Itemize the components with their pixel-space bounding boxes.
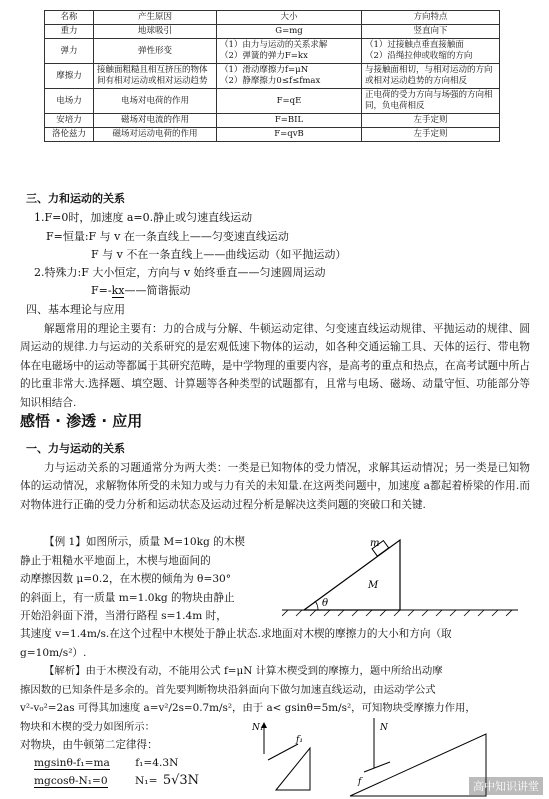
f1-arrow (268, 744, 298, 760)
section-3 (20, 190, 530, 209)
table-cell: 与接触面相切，与相对运动的方向或相对运动趋势的方向相反 (362, 64, 500, 89)
f1-label: f₁ (296, 735, 303, 745)
text-line: g=10m/s²）. (20, 646, 87, 659)
text-line: 1.F=0时，加速度 a=0.静止或匀速直线运动 (34, 211, 253, 224)
N1-label: N₁ (252, 723, 264, 733)
text-line: 2.特殊力:F 大小恒定，方向与 v 始终垂直——匀速圆周运动 (34, 266, 326, 279)
section-4 (20, 301, 530, 412)
big-wedge (350, 734, 486, 796)
text-line: 其速度 v=1.4m/s.在这个过程中木楔处于静止状态.求地面对木楔的摩擦力的大小和方向（取 (20, 628, 452, 640)
table-cell: 正电荷的受力方向与场强的方向相同，负电荷相反 (362, 89, 500, 114)
f-label: f (358, 777, 362, 787)
ground-hatch (282, 610, 512, 616)
table-header: 产生原因 (94, 11, 217, 25)
text-line: 开始沿斜面下滑，当滑行路程 s=1.4m 时， (20, 610, 227, 622)
table-cell: 竖直向下 (362, 25, 500, 39)
table-cell: （1）过接触点垂直接触面 （2）沿绳拉伸或收缩的方向 (362, 39, 500, 64)
table-cell: 地球吸引 (94, 25, 217, 39)
part-1-title: 一、力与运动的关系 (26, 442, 125, 455)
incline-figure (282, 530, 522, 618)
text-line: 对物块，由牛顿第二定律得： (20, 739, 158, 751)
table-cell: 左手定则 (362, 114, 500, 128)
force-table (44, 10, 500, 142)
text-line: 物块和木楔的受力如图所示： (20, 720, 156, 733)
text-line: 擦因数的已知条件是多余的。首先要判断物块沿斜面向下做匀加速直线运动，由运动学公式 (20, 683, 436, 696)
table-row (45, 128, 500, 142)
section-3-line-4 (34, 264, 326, 283)
section-3-line-5 (91, 282, 190, 301)
N-label: N (380, 723, 388, 733)
equation-part: 5√3N (162, 773, 200, 788)
table-cell: 弹性形变 (94, 39, 217, 64)
table-cell: 磁场对运动电荷的作用 (94, 128, 217, 142)
text-line: 的斜面上，有一质量 m=1.0kg 的物块由静止 (20, 591, 235, 604)
table-cell: G=mg (217, 25, 362, 39)
table-header: 方向特点 (362, 11, 500, 25)
text-line: v²-v₀²=2as 可得其加速度 a=v²/2s=0.7m/s²，由于 a< gsinθ=5m/s²，可知物块受摩擦力作用， (20, 702, 476, 714)
table-cell: 接触面粗糙且相互挤压的物体间有相对运动或相对运动趋势 (94, 64, 217, 89)
equation-part: f₁=4.3N (135, 757, 179, 769)
equation-1 (34, 754, 178, 773)
text-line: F=恒量:F 与 v 在一条直线上——匀变速直线运动 (46, 230, 289, 243)
table-cell: 左手定则 (362, 128, 500, 142)
table-row (45, 114, 500, 128)
text-fragment: kx (111, 284, 125, 297)
small-incline (276, 748, 310, 790)
text-fragment: ——简谐振动 (124, 284, 191, 297)
example-1 (20, 533, 280, 626)
part-1-paragraph: 力与运动关系的习题通常分为两大类：一类是已知物体的受力情况，求解其运动情况；另一类是已知物体的运动情况，求解物体所受的未知力或与力有关的未知量.在这两类问题中，加速度 a都起着桥梁的作用.而对物体进行正确的受力分析和运动状态及运动过程分析是解决这类问题的突破口和关键. (20, 461, 530, 511)
table-row (45, 89, 500, 114)
watermark: 高中知识讲堂 (469, 777, 543, 795)
m-label: m (370, 538, 380, 549)
table-header-row (45, 11, 500, 25)
text-line: 【例 1】如图所示，质量 M=10kg 的木楔 (44, 536, 245, 548)
table-row (45, 64, 500, 89)
table-cell: （1）滑动摩擦力f=μN （2）静摩擦力0≤f≤fmax (217, 64, 362, 89)
text-line: 【解析】由于木楔没有动，不能用公式 f=μN 计算木楔受到的摩擦力，题中所给出动摩 (44, 665, 443, 677)
text-line: F 与 v 不在一条直线上——曲线运动（如平抛运动） (91, 248, 347, 261)
equation-part: N₁= (135, 775, 158, 787)
table-cell: F=qE (217, 89, 362, 114)
example-1-cont (20, 625, 530, 662)
section-3-title: 三、力和运动的关系 (26, 192, 125, 205)
theta-label: θ (322, 598, 329, 609)
table-cell: （1）由力与运动的关系求解 （2）弹簧的弹力F=kx (217, 39, 362, 64)
M-label: M (368, 580, 379, 591)
text-fragment: F=- (91, 284, 112, 297)
section-3-line-3 (91, 246, 346, 265)
section-4-title: 四、基本理论与应用 (26, 303, 125, 316)
table-cell: 洛伦兹力 (45, 128, 94, 142)
analysis-newton (20, 736, 158, 755)
f-arrow (364, 762, 390, 772)
equation-part: mgcosθ-N₁=0 (34, 775, 108, 787)
table-cell: 电场力 (45, 89, 94, 114)
page-heading: 感悟 · 渗透 · 应用 (20, 412, 143, 430)
equation-2 (34, 772, 199, 791)
table-cell: 安培力 (45, 114, 94, 128)
section-4-paragraph: 解题常用的理论主要有：力的合成与分解、牛顿运动定律、匀变速直线运动规律、平抛运动的规律、圆周运动的规律.力与运动的关系研究的是宏观低速下物体的运动，如各种交通运输工具、天体的运行、带电物体在电磁场中的运动等都属于其研究范畴，是中学物理的重要内容，是高考的重点和热点，在高考试题中所占的比重非常大.选择题、填空题、计算题等各种类型的试题都有，且常与电场、磁场、动量守恒、功能部分等知识相结合. (20, 322, 530, 409)
table-cell: F=BIL (217, 114, 362, 128)
table-row (45, 39, 500, 64)
table-cell: F=qvB (217, 128, 362, 142)
table-cell: 摩擦力 (45, 64, 94, 89)
table-header: 名称 (45, 11, 94, 25)
table-cell: 重力 (45, 25, 94, 39)
table-row (45, 25, 500, 39)
equation-part: mgsinθ-f₁=ma (34, 757, 110, 769)
text-line: 动摩擦因数 μ=0.2，在木楔的倾角为 θ=30° (20, 573, 232, 585)
table-cell: 电场对电荷的作用 (94, 89, 217, 114)
section-3-body (34, 209, 252, 228)
text-line: 静止于粗糙水平地面上，木楔与地面间的 (20, 554, 211, 567)
table-cell: 磁场对电流的作用 (94, 114, 217, 128)
part-1 (20, 440, 530, 514)
table-cell: 弹力 (45, 39, 94, 64)
table-header: 大小 (217, 11, 362, 25)
section-3-line-2 (46, 228, 289, 247)
